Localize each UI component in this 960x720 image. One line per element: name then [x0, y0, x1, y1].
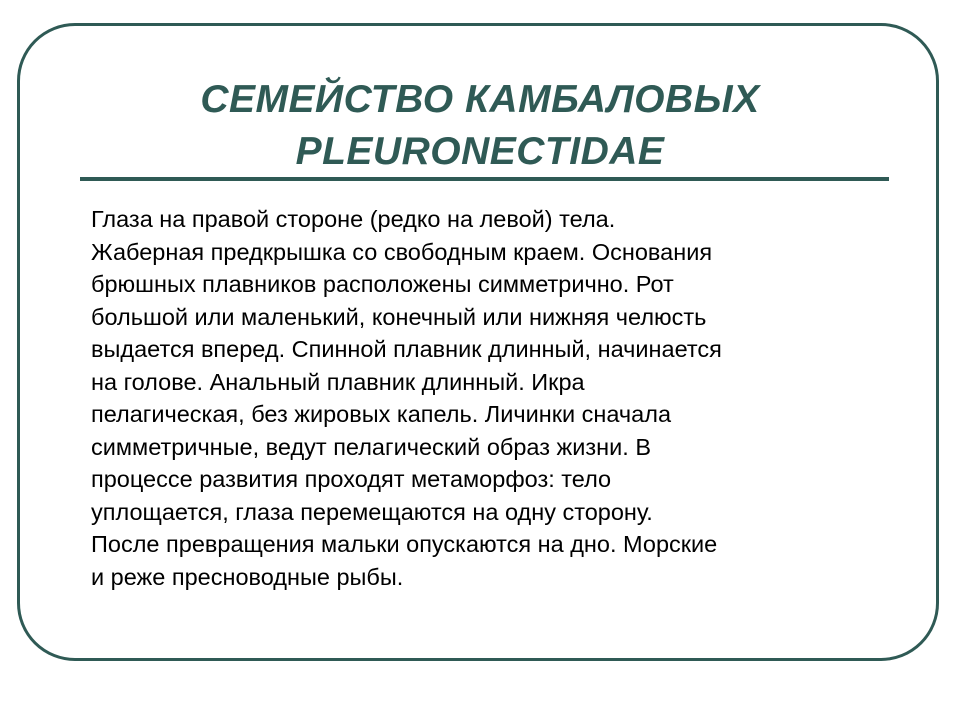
title-line-1: СЕМЕЙСТВО КАМБАЛОВЫХ [200, 78, 760, 121]
title-divider [80, 177, 889, 181]
slide-title [80, 74, 880, 178]
body-text: Глаза на правой стороне (редко на левой) тела. Жаберная предкрышка со свободным краем. Основания брюшных плавников расположены симметрично. Рот большой или маленький, конечный или нижняя челюсть выдается вперед. Спинной плавник длинный, начинается на голове. Анальный плавник длинный. Икра пелагическая, без жировых капель. Личинки сначала симметричные, ведут пелагический образ жизни. В процессе развития проходят метаморфоз: тело уплощается, глаза перемещаются на одну сторону. После превращения мальки опускаются на дно. Морские и реже пресноводные рыбы. [91, 206, 722, 590]
title-line-2: PLEURONECTIDAE [295, 130, 665, 173]
